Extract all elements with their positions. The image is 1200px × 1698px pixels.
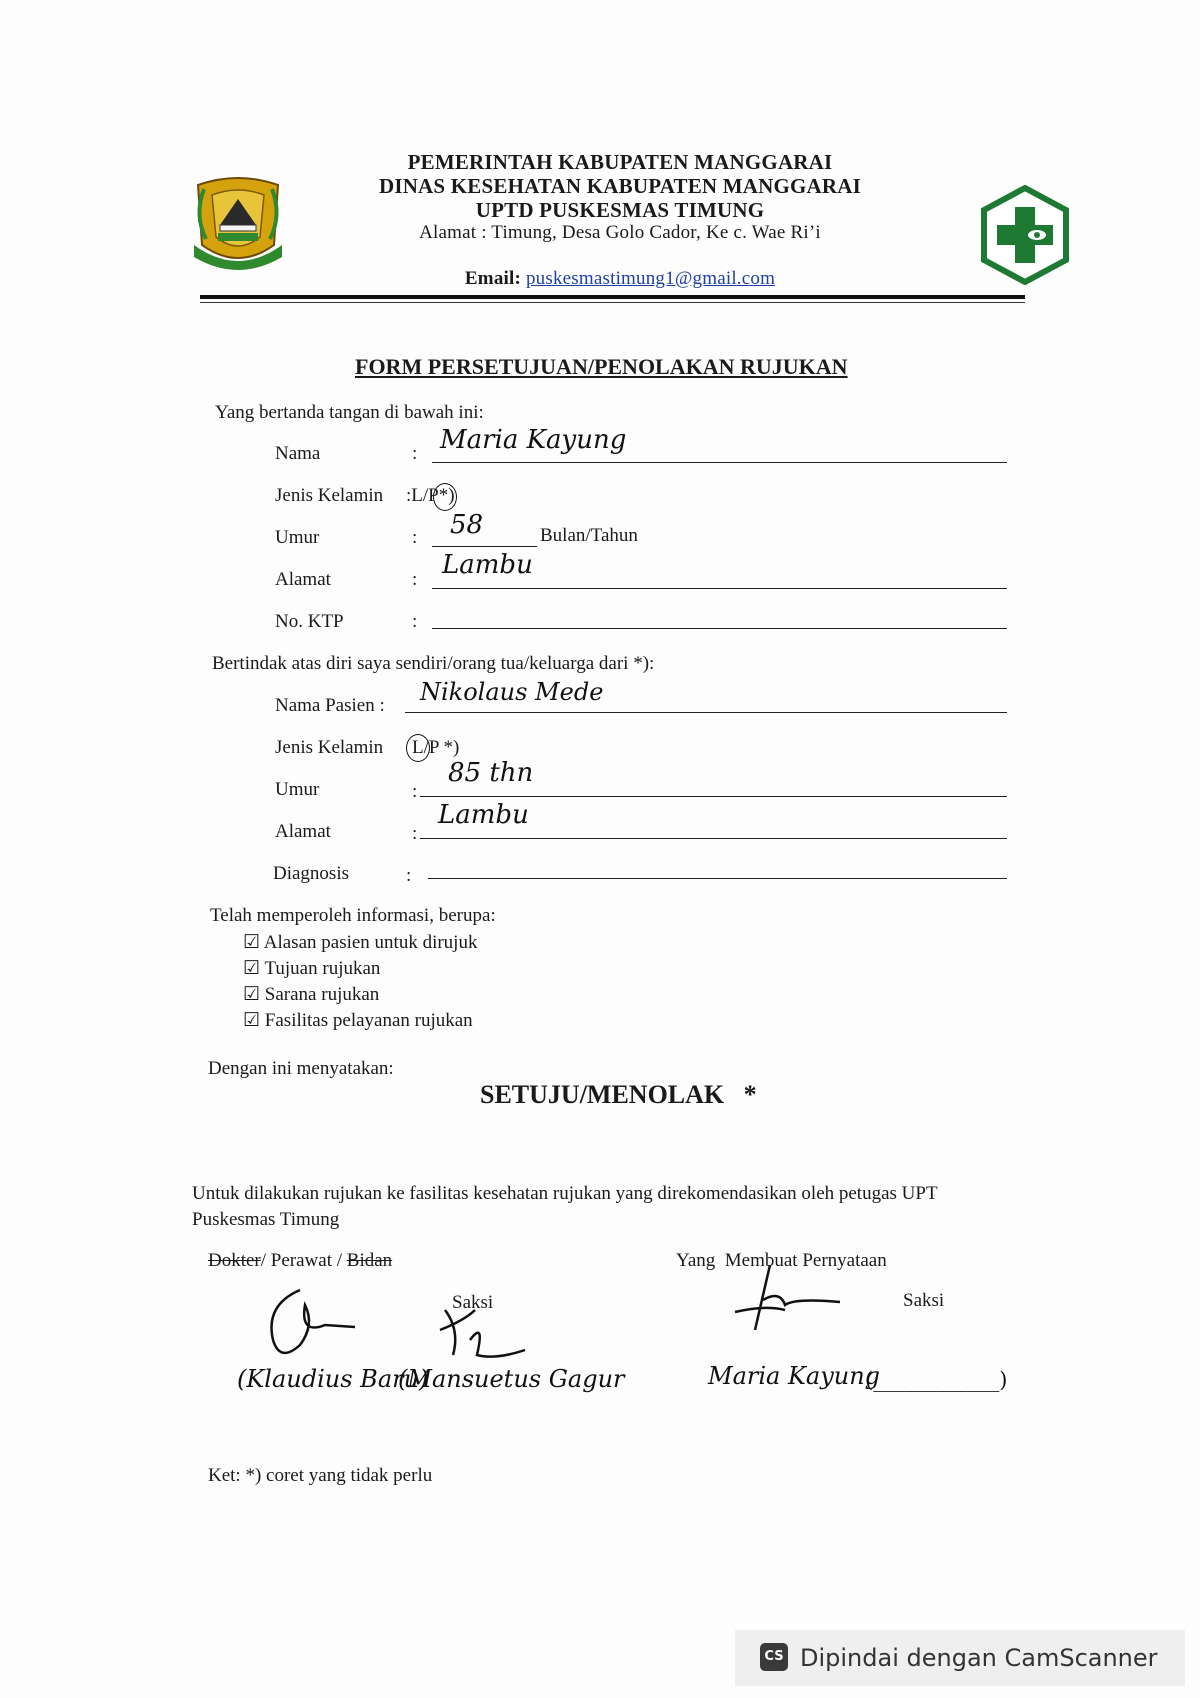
patient-diagnosis-label: Diagnosis [273, 863, 349, 884]
colon: : [412, 611, 418, 632]
patient-jk-label: Jenis Kelamin [275, 737, 384, 758]
header-rule-thick [200, 295, 1025, 299]
signer-umur-label: Umur [275, 527, 320, 548]
colon: : [412, 781, 418, 802]
patient-diagnosis-field[interactable] [428, 878, 1007, 879]
colon: : [406, 865, 412, 886]
signer-jk-label: Jenis Kelamin [275, 485, 384, 506]
kabupaten-logo-icon [190, 175, 286, 275]
role-dokter: Dokter [208, 1250, 261, 1271]
header-address: Alamat : Timung, Desa Golo Cador, Ke c. Wae Ri’i [419, 222, 821, 243]
colon: : [412, 527, 418, 548]
signer-umur-unit: Bulan/Tahun [540, 525, 638, 546]
maker-name: Maria Kayung [708, 1362, 881, 1390]
camscanner-text: Dipindai dengan CamScanner [800, 1644, 1158, 1672]
signer-alamat-field[interactable] [432, 588, 1007, 589]
signer-jk-options[interactable]: :L/P*) [406, 485, 455, 506]
signer-alamat-label: Alamat [275, 569, 331, 590]
form-title: FORM PERSETUJUAN/PENOLAKAN RUJUKAN [355, 354, 848, 379]
info-item-label: Fasilitas pelayanan rujukan [264, 1010, 473, 1031]
info-item-3[interactable] [243, 983, 379, 1006]
info-item-2[interactable] [243, 957, 380, 980]
signer-jk-circle [433, 483, 457, 511]
header-rule-thin [200, 302, 1025, 303]
signer-nama-field[interactable] [432, 462, 1007, 463]
camscanner-logo-icon: CS [760, 1643, 788, 1671]
checkbox-checked-icon: ☑ [243, 958, 261, 979]
signer-ktp-label: No. KTP [275, 611, 344, 632]
patient-alamat-value: Lambu [438, 800, 529, 830]
header-line-1: PEMERINTAH KABUPATEN MANGGARAI [407, 150, 833, 174]
signer-alamat-value: Lambu [442, 550, 533, 580]
maker-saksi-label: Saksi [903, 1290, 945, 1311]
checkbox-checked-icon: ☑ [243, 932, 261, 953]
info-item-label: Tujuan rujukan [264, 958, 381, 979]
info-item-1[interactable] [243, 931, 477, 954]
note-text: Ket: *) coret yang tidak perlu [208, 1465, 433, 1486]
purpose-line-1: Untuk dilakukan rujukan ke fasilitas kesehatan rujukan yang direkomendasikan oleh petugas UPT [192, 1183, 938, 1204]
staff-saksi-label: Saksi [452, 1292, 494, 1313]
signer-nama-label: Nama [275, 443, 321, 464]
patient-jk-options[interactable]: L/P *) [412, 737, 460, 758]
signer-ktp-field[interactable] [432, 628, 1007, 629]
info-item-label: Sarana rujukan [264, 984, 380, 1005]
patient-nama-label: Nama Pasien : [275, 695, 385, 716]
decision-text: SETUJU/MENOLAK * [480, 1080, 757, 1109]
maker-title: Yang Membuat Pernyataan [676, 1250, 887, 1271]
signature-witness-icon [435, 1300, 535, 1370]
witness-name: (Mansuetus Gagur [398, 1365, 625, 1393]
purpose-line-2: Puskesmas Timung [192, 1209, 340, 1230]
intro-text: Yang bertanda tangan di bawah ini: [215, 402, 484, 423]
patient-alamat-label: Alamat [275, 821, 331, 842]
checkbox-checked-icon: ☑ [243, 1010, 261, 1031]
checkbox-checked-icon: ☑ [243, 984, 261, 1005]
patient-umur-value: 85 thn [448, 758, 534, 788]
staff-role-row [208, 1250, 392, 1272]
header-line-3: UPTD PUSKESMAS TIMUNG [475, 198, 765, 222]
signer-umur-value: 58 [450, 510, 484, 540]
email-label: Email: [464, 268, 522, 289]
header-line-2: DINAS KESEHATAN KABUPATEN MANGGARAI [378, 174, 862, 198]
act-text: Bertindak atas diri saya sendiri/orang tua/keluarga dari *): [212, 653, 655, 674]
colon: : [412, 569, 418, 590]
patient-umur-field[interactable] [420, 796, 1007, 797]
patient-alamat-field[interactable] [420, 838, 1007, 839]
patient-nama-value: Nikolaus Mede [420, 678, 604, 706]
maker-saksi-blank: (____________) [865, 1368, 1008, 1392]
staff-name: (Klaudius Baru) [237, 1365, 429, 1393]
email-link[interactable]: puskesmastimung1@gmail.com [525, 268, 776, 289]
patient-umur-label: Umur [275, 779, 320, 800]
signer-nama-value: Maria Kayung [440, 425, 627, 455]
header-email-row [340, 268, 900, 290]
role-bidan: Bidan [346, 1250, 393, 1271]
info-item-4[interactable] [243, 1009, 473, 1032]
patient-nama-field[interactable] [405, 712, 1007, 713]
signer-umur-field[interactable] [432, 546, 537, 547]
puskesmas-logo-icon [975, 185, 1075, 285]
declare-text: Dengan ini menyatakan: [208, 1058, 394, 1079]
colon: : [412, 443, 418, 464]
role-perawat: / Perawat / [260, 1250, 343, 1271]
patient-jk-circle [406, 734, 430, 762]
signature-maker-icon [725, 1260, 845, 1350]
signature-staff-icon [255, 1285, 365, 1370]
colon: : [412, 823, 418, 844]
info-title: Telah memperoleh informasi, berupa: [210, 905, 496, 926]
info-item-label: Alasan pasien untuk dirujuk [263, 932, 478, 953]
